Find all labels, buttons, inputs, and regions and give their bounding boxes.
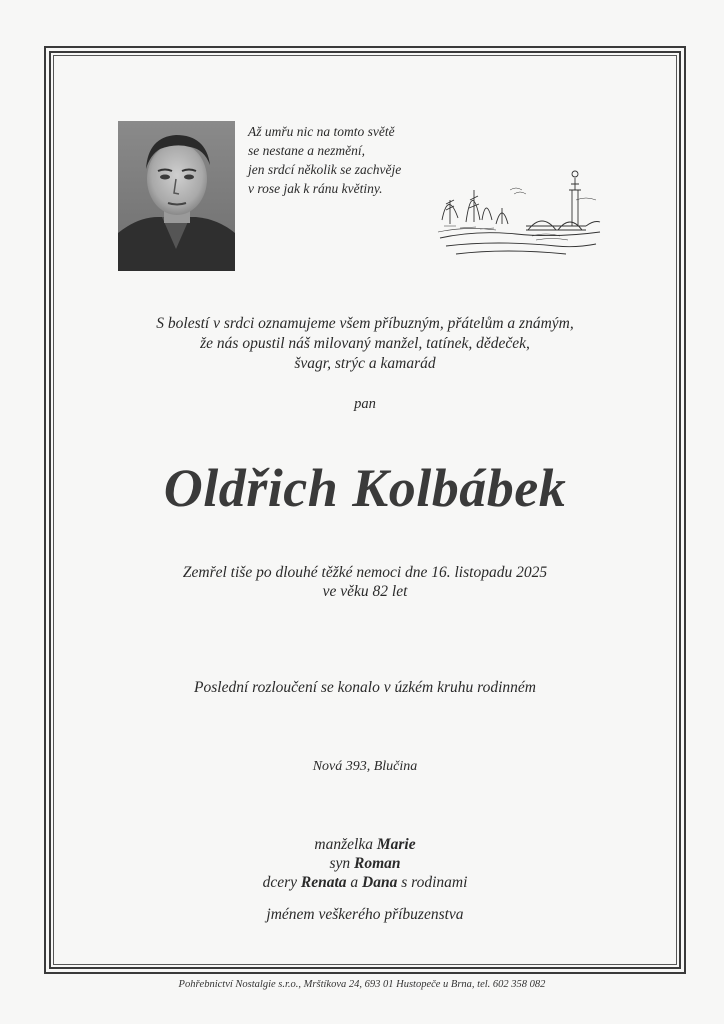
wife-name: Marie [376,836,416,853]
poem-line: se nestane a nezmění, [248,143,365,158]
poem-line: Až umřu nic na tomto světě [248,124,395,139]
announcement-line: S bolestí v srdci oznamujeme všem příbuzným, přátelům a známým, [156,315,574,332]
daughter-name: Renata [300,874,347,891]
poem-line: v rose jak k ránu květiny. [248,181,383,196]
wife-line [60,835,670,854]
honorific: pan [354,396,376,412]
daughter-name: Dana [362,874,398,891]
daughters-suffix: s rodinami [401,874,468,891]
daughters-prefix: dcery [262,874,297,891]
age-line: ve věku 82 let [322,583,408,600]
son-line [60,854,670,873]
death-notice [60,563,670,601]
poem [248,122,448,198]
announcement-text [60,314,670,374]
deceased-photo [118,121,235,271]
son-name: Roman [354,855,401,872]
death-line: Zemřel tiše po dlouhé těžké nemoci dne 16. listopadu 2025 [182,564,548,581]
conjunction: a [350,874,359,891]
landscape-bridge-illustration [436,160,602,260]
on-behalf-of-relatives: jménem veškerého příbuzenstva [266,906,464,923]
poem-line: jen srdcí několik se zachvěje [248,162,402,177]
farewell-notice: Poslední rozloučení se konalo v úzkém kruhu rodinném [194,679,536,696]
son-prefix: syn [329,855,351,872]
funeral-home-footer: Pohřebnictví Nostalgie s.r.o., Mrštíkova 24, 693 01 Hustopeče u Brna, tel. 602 358 082 [178,979,546,990]
daughters-line [60,873,670,892]
address: Nová 393, Blučina [312,759,418,774]
family-signatures [60,835,670,892]
announcement-line: že nás opustil náš milovaný manžel, tatínek, dědeček, [200,335,530,352]
deceased-name: Oldřich Kolbábek [163,458,567,518]
wife-prefix: manželka [314,836,373,853]
announcement-line: švagr, strýc a kamarád [294,355,436,372]
